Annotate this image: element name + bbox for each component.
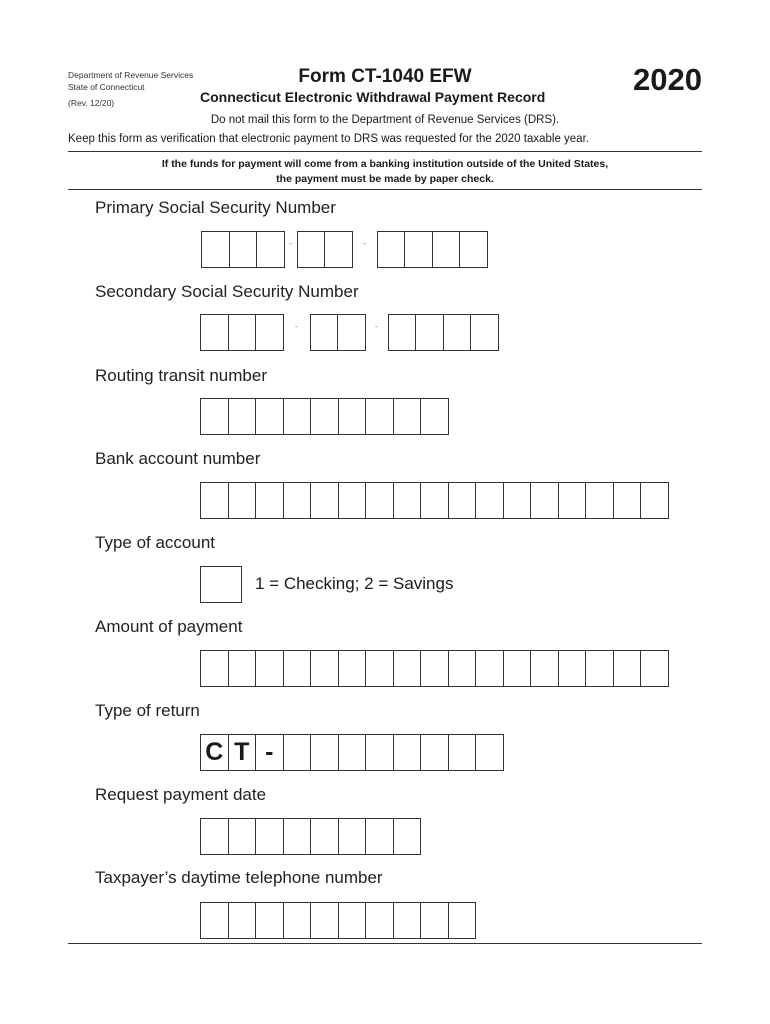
return-type-prefix-t: T (228, 735, 256, 770)
digit-box[interactable] (420, 903, 448, 938)
digit-box[interactable] (201, 483, 228, 518)
digit-box[interactable] (558, 483, 586, 518)
do-not-mail-notice: Do not mail this form to the Department of Revenue Services (DRS). (210, 114, 560, 126)
agency-name: Department of Revenue Services (68, 70, 194, 80)
return-type-boxes[interactable] (200, 734, 504, 771)
digit-box[interactable] (283, 651, 311, 686)
warning-divider (68, 189, 702, 190)
digit-box[interactable] (228, 399, 256, 434)
bank-account-field[interactable] (200, 482, 669, 519)
digit-box[interactable] (503, 483, 531, 518)
routing-number-field[interactable] (200, 398, 449, 435)
digit-box[interactable] (201, 903, 228, 938)
char-box[interactable] (393, 735, 421, 770)
digit-box[interactable] (202, 232, 229, 267)
agency-state: State of Connecticut (68, 82, 145, 92)
digit-box[interactable] (365, 483, 393, 518)
digit-box[interactable] (255, 819, 283, 854)
secondary-ssn-area-group[interactable] (200, 314, 284, 351)
ssn-separator: - (363, 239, 366, 248)
digit-box[interactable] (283, 903, 311, 938)
payment-date-boxes[interactable] (200, 818, 421, 855)
digit-box[interactable] (228, 651, 256, 686)
char-box[interactable] (338, 735, 366, 770)
digit-box[interactable] (337, 315, 365, 350)
digit-box[interactable] (585, 483, 613, 518)
digit-box[interactable] (530, 651, 558, 686)
warning-line-2: the payment must be made by paper check. (276, 173, 494, 185)
top-divider (68, 151, 702, 152)
tax-year: 2020 (633, 62, 702, 97)
digit-box[interactable] (404, 232, 432, 267)
digit-box[interactable] (640, 483, 668, 518)
digit-box[interactable] (640, 651, 668, 686)
digit-box[interactable] (365, 819, 393, 854)
digit-box[interactable] (503, 651, 531, 686)
digit-box[interactable] (283, 819, 311, 854)
digit-box[interactable] (228, 903, 256, 938)
digit-box[interactable] (310, 483, 338, 518)
digit-box[interactable] (338, 903, 366, 938)
char-box[interactable] (448, 735, 476, 770)
digit-box[interactable] (228, 819, 256, 854)
digit-box[interactable] (393, 651, 421, 686)
account-type-label: Type of account (95, 533, 216, 552)
payment-date-label: Request payment date (95, 785, 267, 804)
digit-box[interactable] (255, 651, 283, 686)
digit-box[interactable] (324, 232, 352, 267)
digit-box[interactable] (228, 315, 256, 350)
digit-box[interactable] (459, 232, 487, 267)
digit-box[interactable] (365, 903, 393, 938)
ssn-separator: - (295, 322, 298, 331)
digit-box[interactable] (443, 315, 471, 350)
digit-box[interactable] (448, 483, 476, 518)
bottom-divider (68, 943, 702, 944)
digit-box[interactable] (283, 483, 311, 518)
digit-box[interactable] (338, 399, 366, 434)
digit-box[interactable] (389, 315, 416, 350)
ssn-separator: - (289, 239, 292, 248)
form-title: Form CT-1040 EFW (298, 66, 472, 87)
digit-box[interactable] (393, 399, 421, 434)
form-subtitle: Connecticut Electronic Withdrawal Payment Record (200, 89, 546, 105)
digit-box[interactable] (365, 651, 393, 686)
digit-box[interactable] (530, 483, 558, 518)
digit-box[interactable] (310, 651, 338, 686)
digit-box[interactable] (393, 483, 421, 518)
account-type-options: 1 = Checking; 2 = Savings (255, 574, 454, 593)
digit-box[interactable] (338, 483, 366, 518)
secondary-ssn-serial-group[interactable] (388, 314, 499, 351)
digit-box[interactable] (255, 483, 283, 518)
return-type-label: Type of return (95, 701, 200, 720)
char-box[interactable] (475, 735, 503, 770)
bank-account-label: Bank account number (95, 449, 261, 468)
primary-ssn-field[interactable] (201, 231, 488, 268)
digit-box[interactable] (255, 315, 283, 350)
digit-box[interactable] (338, 651, 366, 686)
digit-box[interactable] (558, 651, 586, 686)
primary-ssn-label: Primary Social Security Number (95, 198, 336, 217)
digit-box[interactable] (448, 651, 476, 686)
warning-line-1: If the funds for payment will come from a banking institution outside of the United States, (161, 158, 609, 170)
digit-box[interactable] (256, 232, 284, 267)
digit-box[interactable] (613, 651, 641, 686)
digit-box[interactable] (585, 651, 613, 686)
digit-box[interactable] (475, 483, 503, 518)
digit-box[interactable] (228, 483, 256, 518)
digit-box[interactable] (201, 399, 228, 434)
digit-box[interactable] (201, 315, 228, 350)
digit-box[interactable] (470, 315, 498, 350)
digit-box[interactable] (393, 903, 421, 938)
primary-ssn-area-group[interactable] (201, 231, 285, 268)
digit-box[interactable] (310, 399, 338, 434)
return-type-prefix-c: C (205, 738, 224, 766)
account-type-box[interactable] (200, 566, 242, 603)
digit-box[interactable] (420, 399, 448, 434)
payment-date-field[interactable] (200, 818, 421, 855)
secondary-ssn-group-group[interactable] (310, 314, 366, 351)
phone-number-boxes[interactable] (200, 902, 476, 939)
digit-box[interactable] (475, 651, 503, 686)
digit-box[interactable] (298, 232, 325, 267)
routing-number-label: Routing transit number (95, 366, 267, 385)
secondary-ssn-field[interactable] (200, 314, 499, 351)
digit-box[interactable] (283, 399, 311, 434)
char-box[interactable] (310, 735, 338, 770)
return-type-prefix-dash: - (255, 735, 283, 770)
digit-box[interactable] (432, 232, 460, 267)
digit-box[interactable] (310, 819, 338, 854)
primary-ssn-serial-group[interactable] (377, 231, 488, 268)
digit-box[interactable] (338, 819, 366, 854)
foreign-bank-warning (68, 157, 702, 187)
keep-form-notice: Keep this form as verification that electronic payment to DRS was requested for the 2020 taxable year. (68, 133, 589, 145)
digit-box[interactable] (365, 399, 393, 434)
digit-box[interactable] (613, 483, 641, 518)
digit-box[interactable] (311, 315, 338, 350)
routing-number-boxes[interactable] (200, 398, 449, 435)
char-box[interactable] (365, 735, 393, 770)
digit-box[interactable] (229, 232, 257, 267)
digit-box[interactable] (310, 903, 338, 938)
digit-box[interactable] (378, 232, 405, 267)
digit-box[interactable] (420, 483, 448, 518)
digit-box[interactable] (255, 399, 283, 434)
revision-date: (Rev. 12/20) (68, 98, 115, 108)
primary-ssn-group-group[interactable] (297, 231, 353, 268)
char-box[interactable] (420, 735, 448, 770)
payment-amount-boxes[interactable] (200, 650, 669, 687)
bank-account-boxes[interactable] (200, 482, 669, 519)
digit-box[interactable] (448, 903, 476, 938)
secondary-ssn-label: Secondary Social Security Number (95, 282, 359, 301)
digit-box[interactable] (201, 819, 228, 854)
char-box[interactable] (283, 735, 311, 770)
return-type-field[interactable] (200, 734, 504, 771)
payment-amount-field[interactable] (200, 650, 669, 687)
digit-box[interactable] (255, 903, 283, 938)
digit-box[interactable] (420, 651, 448, 686)
digit-box[interactable] (393, 819, 421, 854)
payment-amount-label: Amount of payment (95, 617, 243, 636)
ssn-separator: - (375, 322, 378, 331)
phone-number-field[interactable] (200, 902, 476, 939)
digit-box[interactable] (201, 651, 228, 686)
phone-number-label: Taxpayer’s daytime telephone number (95, 868, 383, 887)
digit-box[interactable] (415, 315, 443, 350)
